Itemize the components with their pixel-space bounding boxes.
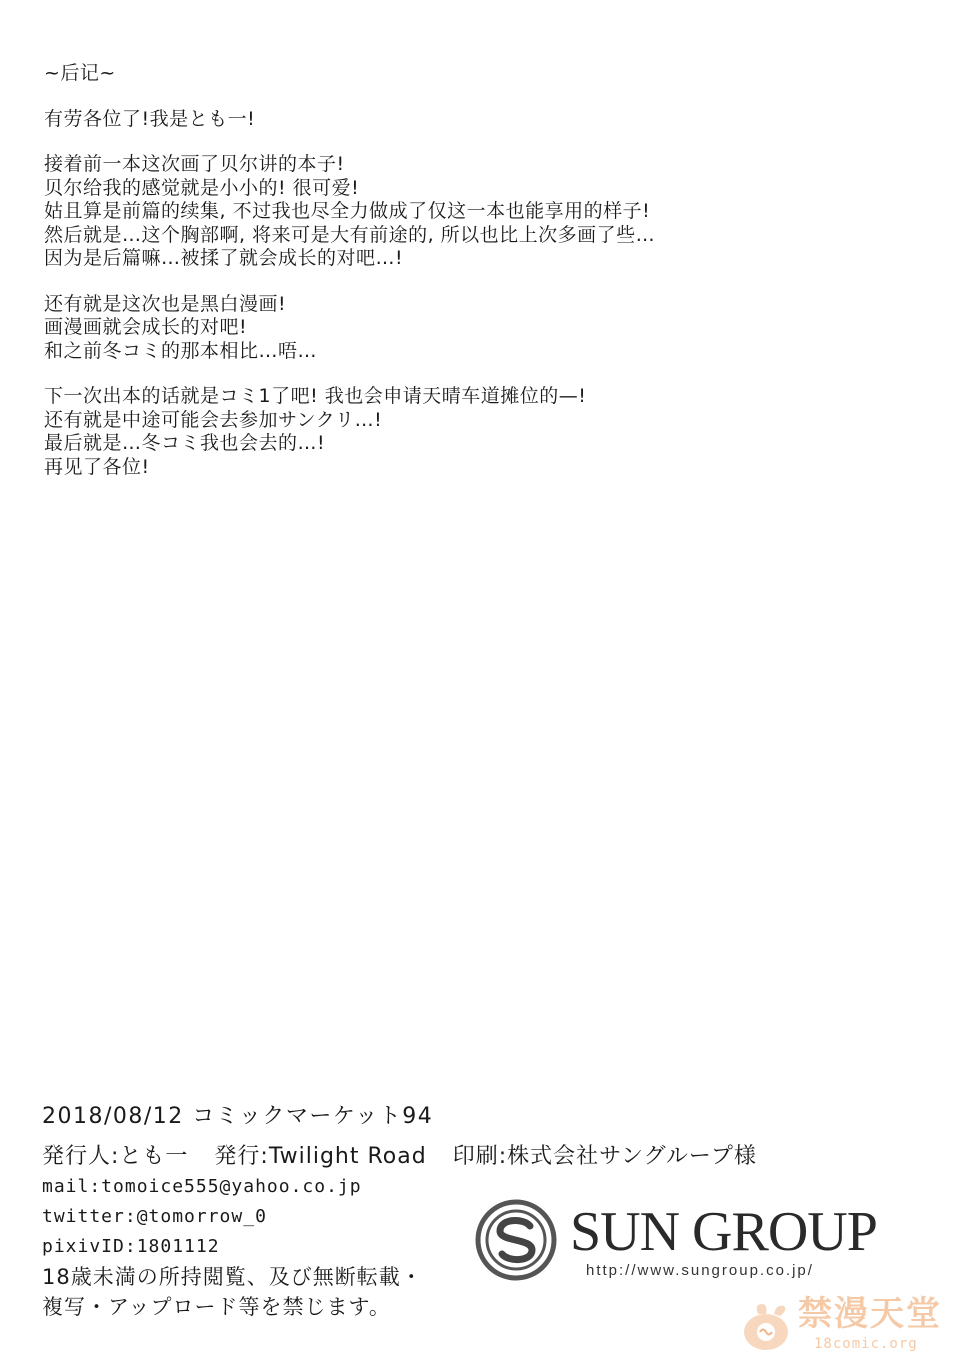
- afterword-line: 贝尔给我的感觉就是小小的! 很可爱!: [44, 176, 360, 199]
- colophon-pixiv: pixivID:1801112: [42, 1236, 220, 1257]
- publisher-circle: 発行:Twilight Road: [214, 1144, 427, 1169]
- colophon-publisher-line: [42, 1142, 922, 1172]
- afterword-line: 还有就是这次也是黑白漫画!: [44, 292, 287, 315]
- afterword-line: 和之前冬コミ的那本相比…唔…: [44, 339, 318, 362]
- colophon-notice-2: 複写・アップロード等を禁じます。: [42, 1295, 391, 1319]
- afterword-section: [44, 62, 924, 479]
- printer-credit: 印刷:株式会社サングループ様: [452, 1144, 757, 1169]
- site-watermark: [738, 1294, 948, 1356]
- afterword-line: 最后就是…冬コミ我也会去的…!: [44, 432, 326, 454]
- mascot-icon: [738, 1300, 796, 1354]
- afterword-line: 因为是后篇嘛…被揉了就会成长的对吧…!: [44, 247, 404, 269]
- sun-group-name: SUN GROUP: [570, 1201, 877, 1263]
- sun-group-logo-icon: [474, 1198, 558, 1282]
- colophon-date-event: 2018/08/12 コミックマーケット94: [42, 1104, 434, 1129]
- afterword-title: ~后记~: [44, 62, 116, 84]
- watermark-url: 18comic.org: [814, 1336, 918, 1352]
- afterword-line: 下一次出本的话就是コミ1了吧! 我也会申请天晴车道摊位的—!: [44, 385, 587, 407]
- colophon-notice-1: 18歳未満の所持閲覧、及び無断転載・: [42, 1265, 423, 1289]
- afterword-line: 姑且算是前篇的续集, 不过我也尽全力做成了仅这一本也能享用的样子!: [44, 200, 651, 222]
- colophon-mail: mail:tomoice555@yahoo.co.jp: [42, 1176, 362, 1197]
- colophon-twitter: twitter:@tomorrow_0: [42, 1206, 267, 1227]
- sun-group-url: http://www.sungroup.co.jp/: [586, 1262, 814, 1279]
- afterword-line: 然后就是…这个胸部啊, 将来可是大有前途的, 所以也比上次多画了些…: [44, 223, 656, 246]
- afterword-line: 再见了各位!: [44, 455, 150, 478]
- watermark-name: 禁漫天堂: [798, 1294, 942, 1334]
- afterword-line: 画漫画就会成长的对吧!: [44, 316, 248, 338]
- afterword-line: 还有就是中途可能会去参加サンクリ…!: [44, 408, 383, 431]
- printer-logo: [474, 1198, 914, 1288]
- afterword-line: 接着前一本这次画了贝尔讲的本子!: [44, 153, 345, 175]
- publisher-person: 発行人:とも一: [42, 1144, 189, 1169]
- afterword-greeting: 有劳各位了!我是とも一!: [44, 107, 256, 130]
